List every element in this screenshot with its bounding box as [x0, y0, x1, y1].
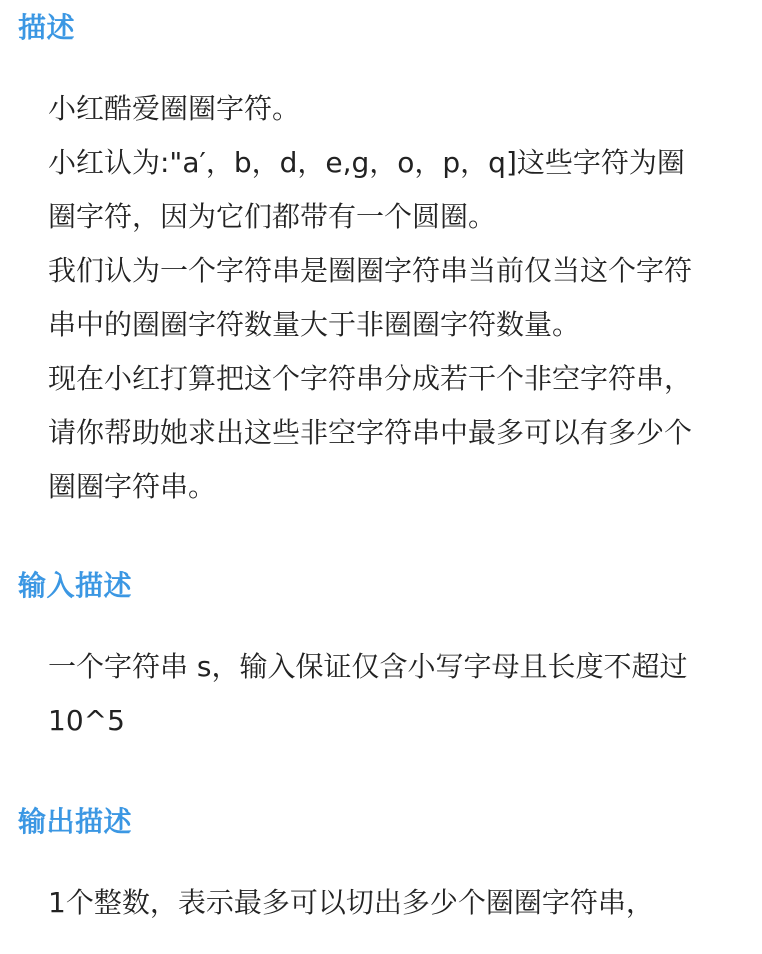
- description-line: 现在小红打算把这个字符串分成若干个非空字符串，: [48, 362, 693, 395]
- description-heading: 描述: [18, 11, 76, 44]
- description-body: [48, 82, 738, 514]
- input-line: 一个字符串 s，输入保证仅含小写字母且长度不超过: [48, 650, 688, 683]
- input-heading: 输入描述: [18, 569, 133, 602]
- description-line: 小红认为:"a′，b，d，e,g，o，p，q]这些字符为圈: [48, 146, 685, 179]
- description-line: 小红酷爱圈圈字符。: [48, 92, 301, 125]
- description-line: 请你帮助她求出这些非空字符串中最多可以有多少个: [48, 416, 693, 449]
- description-line: 圈字符，因为它们都带有一个圆圈。: [48, 200, 497, 233]
- description-line: 圈圈字符串。: [48, 470, 217, 503]
- input-body: [48, 640, 738, 748]
- description-line: 我们认为一个字符串是圈圈字符串当前仅当这个字符: [48, 254, 693, 287]
- input-line: 10^5: [48, 704, 125, 737]
- output-heading: 输出描述: [18, 805, 133, 838]
- description-line: 串中的圈圈字符数量大于非圈圈字符数量。: [48, 308, 581, 341]
- output-body: [48, 876, 738, 930]
- output-line: 1个整数，表示最多可以切出多少个圈圈字符串，: [48, 886, 654, 919]
